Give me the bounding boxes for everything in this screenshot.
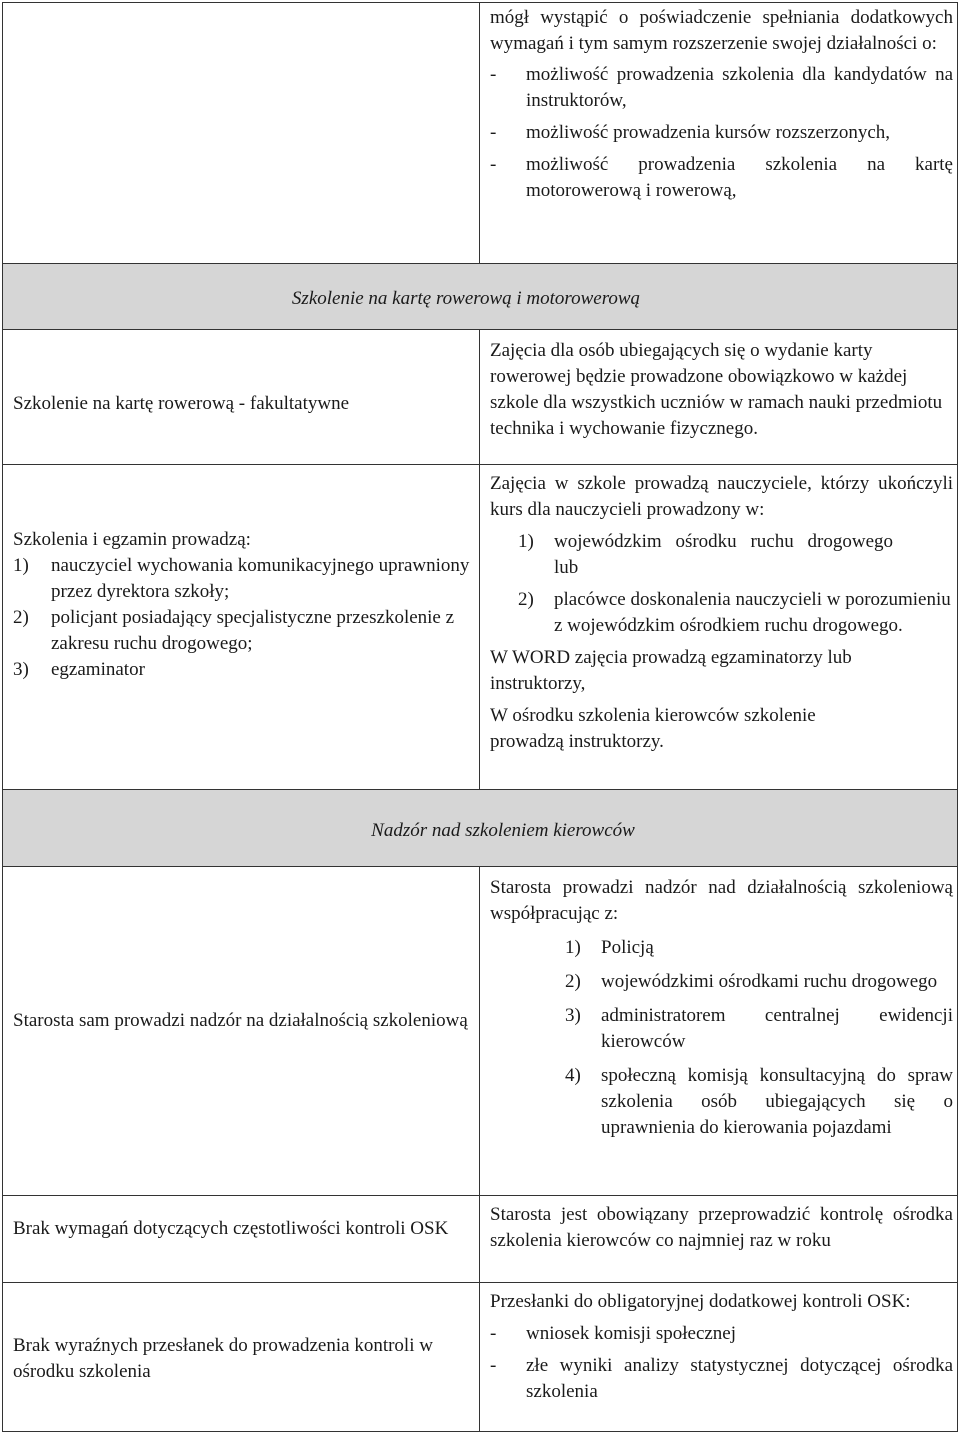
list-item: - możliwość prowadzenia szkolenia na kartę motorowerową i rowerową, bbox=[490, 154, 953, 201]
karta-right-list-cell bbox=[479, 464, 958, 790]
list-item: 1) Policją bbox=[565, 937, 654, 958]
karta-right-para-cell bbox=[479, 329, 958, 465]
karta-osk-text: W ośrodku szkolenia kierowców szkolenie prowadzą instruktorzy. bbox=[490, 705, 816, 752]
karta-left-list-intro: Szkolenia i egzamin prowadzą: bbox=[13, 529, 251, 550]
list-item: 2) wojewódzkimi ośrodkami ruchu drogowego bbox=[565, 971, 938, 992]
list-item: - możliwość prowadzenia szkolenia dla kandydatów na instruktorów, bbox=[490, 64, 953, 111]
list-item: 3) administratorem centralnej ewidencji kierowców bbox=[565, 1005, 953, 1052]
karta-right-para: Zajęcia dla osób ubiegających się o wydanie karty rowerowej będzie prowadzone obowiązkowo w każdej szkole dla wszystkich uczniów w ramach nauki przedmiotu technika i wychowanie fizycznego. bbox=[490, 340, 943, 439]
top-left-empty-cell bbox=[2, 2, 480, 264]
nadzor-row2-left-text: Brak wymagań dotyczących częstotliwości kontroli OSK bbox=[13, 1218, 449, 1239]
karta-word-text: W WORD zajęcia prowadzą egzaminatorzy lub instruktorzy, bbox=[490, 647, 852, 694]
nadzor-row2-left-cell bbox=[2, 1195, 480, 1283]
nadzor-row2-right-text: Starosta jest obowiązany przeprowadzić kontrolę ośrodka szkolenia kierowców co najmniej raz w roku bbox=[490, 1204, 953, 1251]
list-item: 3) egzaminator bbox=[13, 659, 145, 680]
list-item: - możliwość prowadzenia kursów rozszerzonych, bbox=[490, 122, 891, 143]
nadzor-row3-left-cell bbox=[2, 1282, 480, 1432]
list-item: 1) nauczyciel wychowania komunikacyjnego uprawniony przez dyrektora szkoły; bbox=[13, 555, 470, 602]
nadzor-row1-left-cell bbox=[2, 866, 480, 1196]
nadzor-row3-right-cell bbox=[479, 1282, 958, 1432]
top-intro-text: mógł wystąpić o poświadczenie spełniania dodatkowych wymagań i tym samym rozszerzenie swojej działalności o: bbox=[490, 7, 953, 54]
karta-left-title-cell bbox=[2, 329, 480, 465]
section-header-title: Nadzór nad szkoleniem kierowców bbox=[371, 820, 635, 841]
list-item: - złe wyniki analizy statystycznej dotyczącej ośrodka szkolenia bbox=[490, 1355, 953, 1402]
list-item: 2) policjant posiadający specjalistyczne przeszkolenie z zakresu ruchu drogowego; bbox=[13, 607, 455, 654]
nadzor-row2-right-cell bbox=[479, 1195, 958, 1283]
list-item: 2) placówce doskonalenia nauczycieli w porozumieniu z wojewódzkim ośrodkiem ruchu drogowego. bbox=[518, 589, 951, 636]
nadzor-row1-left-text: Starosta sam prowadzi nadzór na działalnością szkoleniową bbox=[13, 1010, 468, 1031]
section-header-title: Szkolenie na kartę rowerową i motorowerową bbox=[291, 288, 641, 309]
list-item: - wniosek komisji społecznej bbox=[490, 1323, 737, 1344]
nadzor-row3-right-intro: Przesłanki do obligatoryjnej dodatkowej kontroli OSK: bbox=[490, 1291, 911, 1312]
list-item: 1) wojewódzkim ośrodku ruchu drogowego lub bbox=[518, 531, 893, 578]
nadzor-row1-right-cell bbox=[479, 866, 958, 1196]
nadzor-row1-right-intro: Starosta prowadzi nadzór nad działalnością szkoleniową współpracując z: bbox=[490, 877, 953, 924]
section-header-nadzor bbox=[2, 789, 958, 867]
list-item: 4) społeczną komisją konsultacyjną do spraw szkolenia osób ubiegających się o uprawnienia do kierowania pojazdami bbox=[565, 1065, 953, 1138]
section-header-karta bbox=[2, 263, 958, 330]
nadzor-row3-left-text: Brak wyraźnych przesłanek do prowadzenia kontroli w ośrodku szkolenia bbox=[13, 1335, 433, 1382]
top-right-cell bbox=[479, 2, 958, 264]
karta-left-list-cell bbox=[2, 464, 480, 790]
karta-left-title: Szkolenie na kartę rowerową - fakultatywne bbox=[13, 393, 350, 414]
karta-right-intro: Zajęcia w szkole prowadzą nauczyciele, którzy ukończyli kurs dla nauczycieli prowadzony w: bbox=[490, 473, 953, 520]
